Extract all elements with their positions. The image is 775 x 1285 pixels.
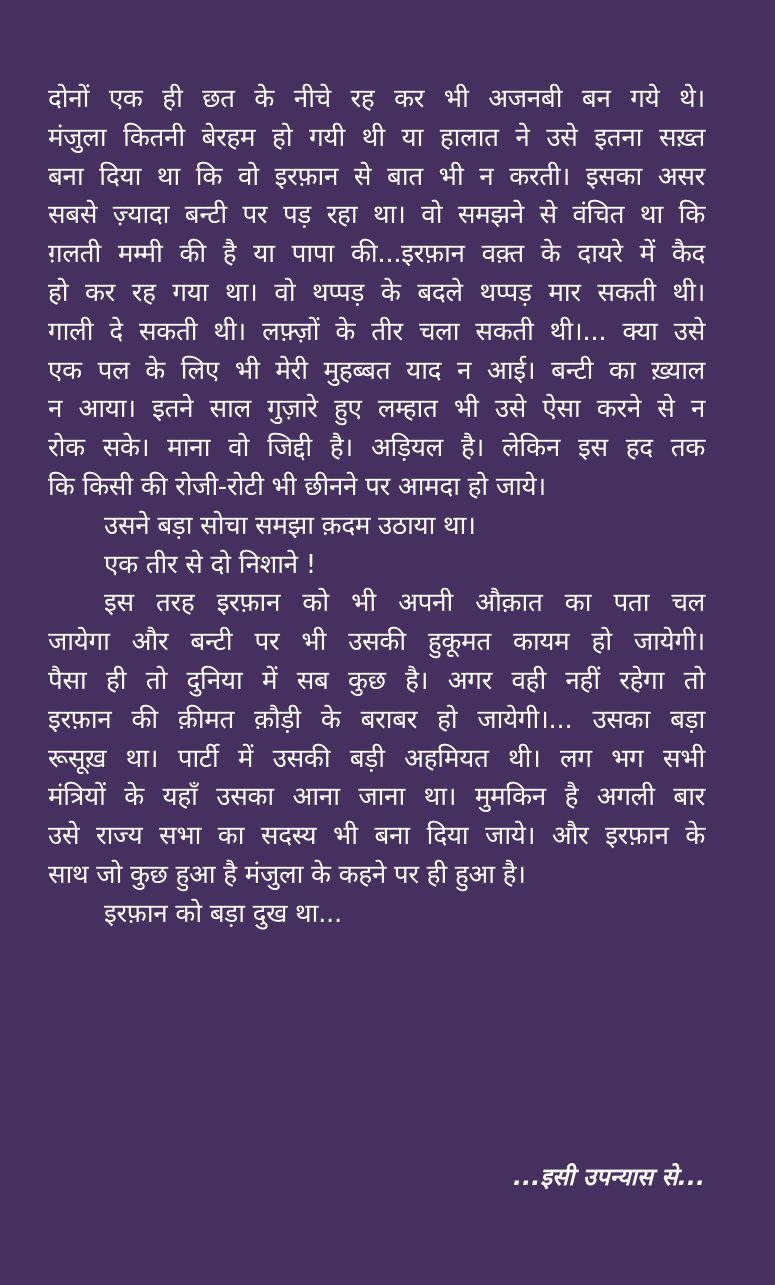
- passage-line: मंजुला कितनी बेरहम हो गयी थी या हालात ने उसे इतना सख़्त: [48, 122, 705, 153]
- passage-line: पैसा ही तो दुनिया में सब कुछ है। अगर वही नहीं रहेगा तो: [48, 665, 705, 696]
- passage-line: गाली दे सकती थी। लफ़्ज़ों के तीर चला सकती थी।... क्या उसे: [48, 316, 705, 347]
- passage-line: साथ जो कुछ हुआ है मंजुला के कहने पर ही हुआ है।: [48, 859, 526, 890]
- passage-line: रोक सके। माना वो जिद्दी है। अड़ियल है। लेकिन इस हद तक: [48, 433, 705, 464]
- passage-line: जायेगा और बन्टी पर भी उसकी हुकूमत कायम हो जायेगी।: [48, 627, 705, 658]
- passage-line: कि किसी की रोजी-रोटी भी छीनने पर आमदा हो जाये।: [48, 471, 546, 502]
- passage-line: न आया। इतने साल गुज़ारे हुए लम्हात भी उसे ऐसा करने से न: [48, 394, 705, 425]
- passage-line: मंत्रियों के यहाँ उसका आना जाना था। मुमकिन है अगली बार: [48, 782, 705, 813]
- passage-line: ग़लती मम्मी की है या पापा की...इरफ़ान वक़्त के दायरे में कैद: [48, 239, 705, 270]
- passage-line: इरफ़ान की क़ीमत क़ौड़ी के बराबर हो जायेगी।... उसका बड़ा: [48, 704, 705, 735]
- excerpt-passage: [48, 80, 705, 934]
- passage-line: एक तीर से दो निशाने !: [104, 549, 316, 580]
- passage-line: इस तरह इरफ़ान को भी अपनी औक़ात का पता चल: [104, 588, 705, 619]
- passage-line: दोनों एक ही छत के नीचे रह कर भी अजनबी बन गये थे।: [48, 84, 705, 114]
- passage-line: हो कर रह गया था। वो थप्पड़ के बदले थप्पड़ मार सकती थी।: [48, 277, 705, 308]
- passage-line: एक पल के लिए भी मेरी मुहब्बत याद न आई। बन्टी का ख़्याल: [48, 355, 705, 386]
- passage-line: उसने बड़ा सोचा समझा क़दम उठाया था।: [104, 510, 476, 541]
- passage-line: सबसे ज़्यादा बन्टी पर पड़ रहा था। वो समझने से वंचित था कि: [48, 200, 705, 231]
- excerpt-source-note: ...इसी उपन्यास से...: [512, 1163, 705, 1191]
- passage-line: उसे राज्य सभा का सदस्य भी बना दिया जाये। और इरफ़ान के: [48, 821, 705, 852]
- passage-line: रूसूख़ था। पार्टी में उसकी बड़ी अहमियत थी। लग भग सभी: [48, 743, 705, 774]
- passage-line: इरफ़ान को बड़ा दुख था...: [104, 898, 342, 929]
- passage-line: बना दिया था कि वो इरफ़ान से बात भी न करती। इसका असर: [48, 161, 705, 192]
